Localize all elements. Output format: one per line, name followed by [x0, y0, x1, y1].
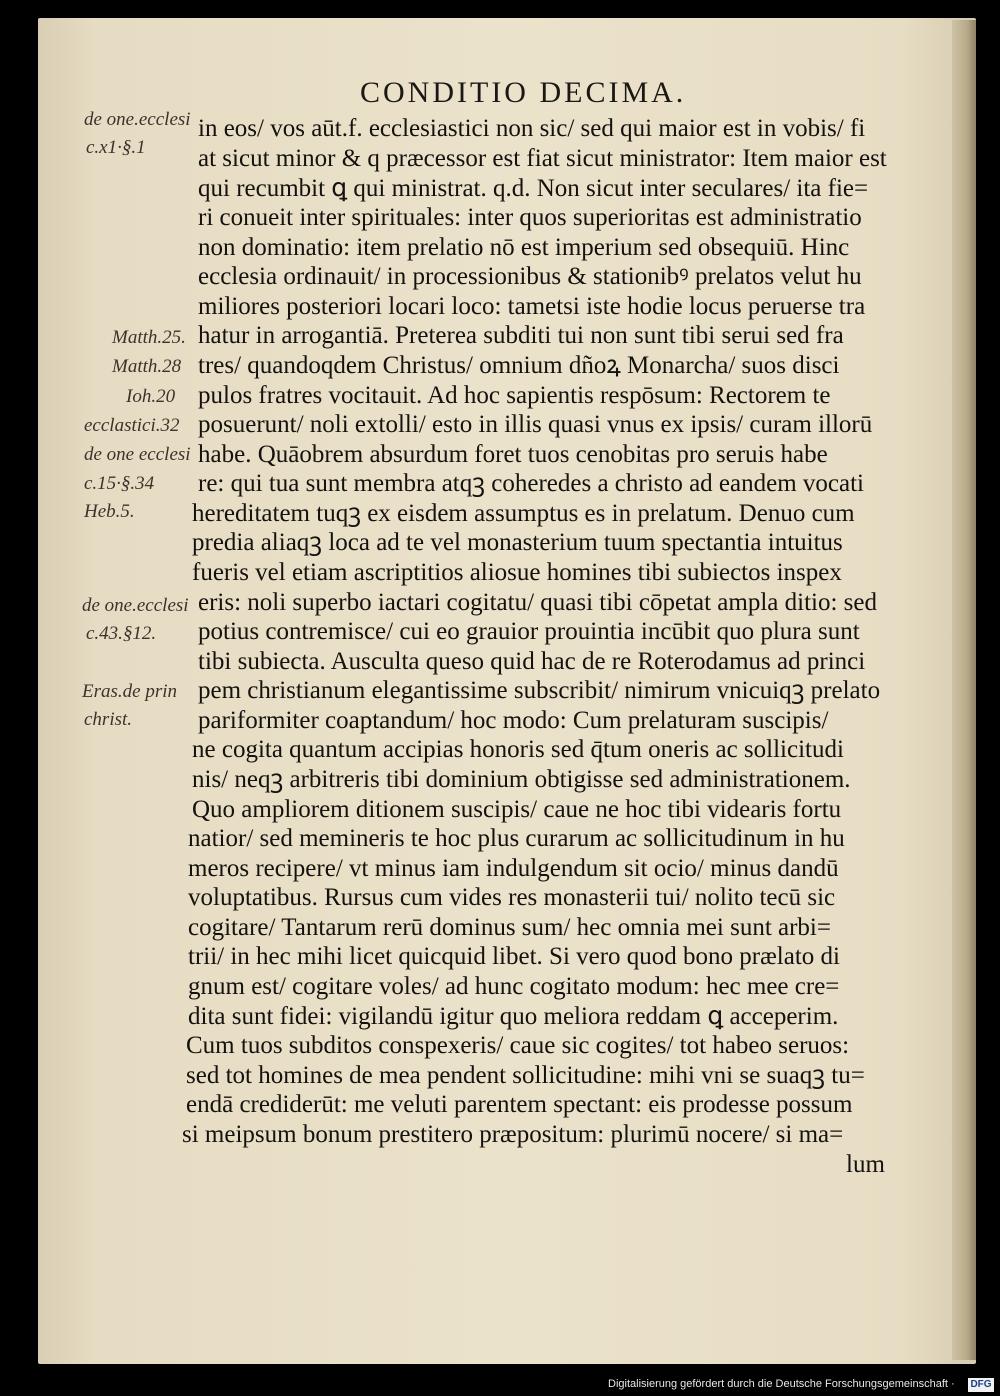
text-line: fueris vel etiam ascriptitios aliosue homines tibi subiectos inspex: [192, 559, 842, 586]
text-line: predia aliaqꝫ loca ad te vel monasterium tuum spectantia intuitus: [192, 529, 843, 556]
text-line: dita sunt fidei: vigilandū igitur quo meliora reddam ꝗ acceperim.: [188, 1003, 839, 1030]
text-line: pariformiter coaptandum/ hoc modo: Cum prelaturam suscipis/: [198, 707, 829, 734]
text-line: si meipsum bonum prestitero præpositum: plurimū nocere/ si ma=: [182, 1121, 844, 1148]
text-line: nis/ neqꝫ arbitreris tibi dominium obtigisse sed administrationem.: [192, 766, 851, 793]
text-line: voluptatibus. Rursus cum vides res monasterii tui/ nolito tecū sic: [188, 884, 836, 911]
text-line: re: qui tua sunt membra atqꝫ coheredes a christo ad eandem vocati: [198, 470, 864, 497]
text-line: hereditatem tuqꝫ ex eisdem assumptus es in prelatum. Denuo cum: [192, 500, 855, 527]
margin-note: de one.ecclesi: [84, 109, 191, 130]
text-line: endā crediderūt: me veluti parentem spectant: eis prodesse possum: [186, 1091, 853, 1118]
text-line: Quo ampliorem ditionem suscipis/ caue ne hoc tibi videaris fortu: [192, 796, 842, 823]
text-line: tres/ quandoqdem Christus/ omnium dñoꝝ Monarcha/ suos disci: [198, 352, 840, 379]
margin-note: c.x1·§.1: [86, 137, 146, 158]
catchword: lum: [846, 1151, 885, 1178]
text-line: posuerunt/ noli extolli/ esto in illis quasi vnus ex ipsis/ curam illorū: [198, 411, 873, 438]
text-line: Cum tuos subditos conspexeris/ caue sic cogites/ tot habeo seruos:: [186, 1032, 850, 1059]
margin-note: c.43.§12.: [86, 623, 157, 644]
text-line: cogitare/ Tantarum rerū dominus sum/ hec omnia mei sunt arbi=: [188, 914, 831, 941]
text-line: potius contremisce/ cui eo grauior prouintia incūbit quo plura sunt: [198, 618, 860, 645]
margin-note: Matth.25.: [112, 327, 186, 348]
text-line: qui recumbit ꝗ qui ministrat. q.d. Non sicut inter seculares/ ita fie=: [198, 175, 869, 202]
margin-note: Ioh.20: [126, 386, 176, 407]
margin-note: Eras.de prin: [82, 681, 177, 702]
margin-note: de one.ecclesi: [82, 595, 189, 616]
text-line: habe. Quāobrem absurdum foret tuos cenobitas pro seruis habe: [198, 441, 828, 468]
text-line: at sicut minor & q præcessor est fiat sicut ministrator: Item maior est: [198, 145, 887, 172]
dfg-logo-icon: DFG: [968, 1378, 994, 1392]
page-title: CONDITIO DECIMA.: [360, 76, 687, 109]
text-line: miliores posteriori locari loco: tametsi iste hodie locus peruerse tra: [198, 293, 866, 320]
text-line: non dominatio: item prelatio nō est imperium sed obsequiū. Hinc: [198, 234, 850, 261]
margin-note: Heb.5.: [84, 501, 135, 522]
text-line: in eos/ vos aūt.f. ecclesiastici non sic/ sed qui maior est in vobis/ fi: [198, 115, 866, 142]
text-line: natior/ sed memineris te hoc plus curarum ac sollicitudinum in hu: [188, 825, 845, 852]
text-line: meros recipere/ vt minus iam indulgendum sit ocio/ minus dandū: [188, 855, 839, 882]
text-line: sed tot homines de mea pendent sollicitudine: mihi vni se suaqꝫ tu=: [186, 1062, 865, 1089]
text-line: trii/ in hec mihi licet quicquid libet. Si vero quod bono prælato di: [188, 943, 840, 970]
text-line: gnum est/ cogitare voles/ ad hunc cogitato modum: hec mee cre=: [188, 973, 840, 1000]
margin-note: ecclastici.32: [84, 415, 180, 436]
text-line: ne cogita quantum accipias honoris sed q̄tum oneris ac sollicitudi: [192, 736, 844, 763]
margin-note: c.15·§.34: [84, 473, 155, 494]
margin-note: Matth.28: [112, 356, 182, 377]
text-line: tibi subiecta. Ausculta queso quid hac de re Roterodamus ad princi: [198, 648, 866, 675]
text-line: eris: noli superbo iactari cogitatu/ quasi tibi cōpetat ampla ditio: sed: [198, 589, 877, 616]
margin-note: de one ecclesi: [84, 444, 191, 465]
text-line: pulos fratres vocitauit. Ad hoc sapientis respōsum: Rectorem te: [198, 382, 831, 409]
text-line: ri conueit inter spirituales: inter quos superioritas est administratio: [198, 204, 862, 231]
digitization-credit: Digitalisierung gefördert durch die Deutsche Forschungsgemeinschaft ·: [608, 1378, 955, 1390]
text-line: ecclesia ordinauit/ in processionibus & stationibꝰ prelatos velut hu: [198, 263, 862, 290]
text-line: hatur in arrogantiā. Preterea subditi tui non sunt tibi serui sed fra: [198, 322, 844, 349]
margin-note: christ.: [84, 709, 133, 730]
page-edge: [952, 20, 976, 1360]
text-line: pem christianum elegantissime subscribit/ nimirum vnicuiqꝫ prelato: [198, 677, 881, 704]
